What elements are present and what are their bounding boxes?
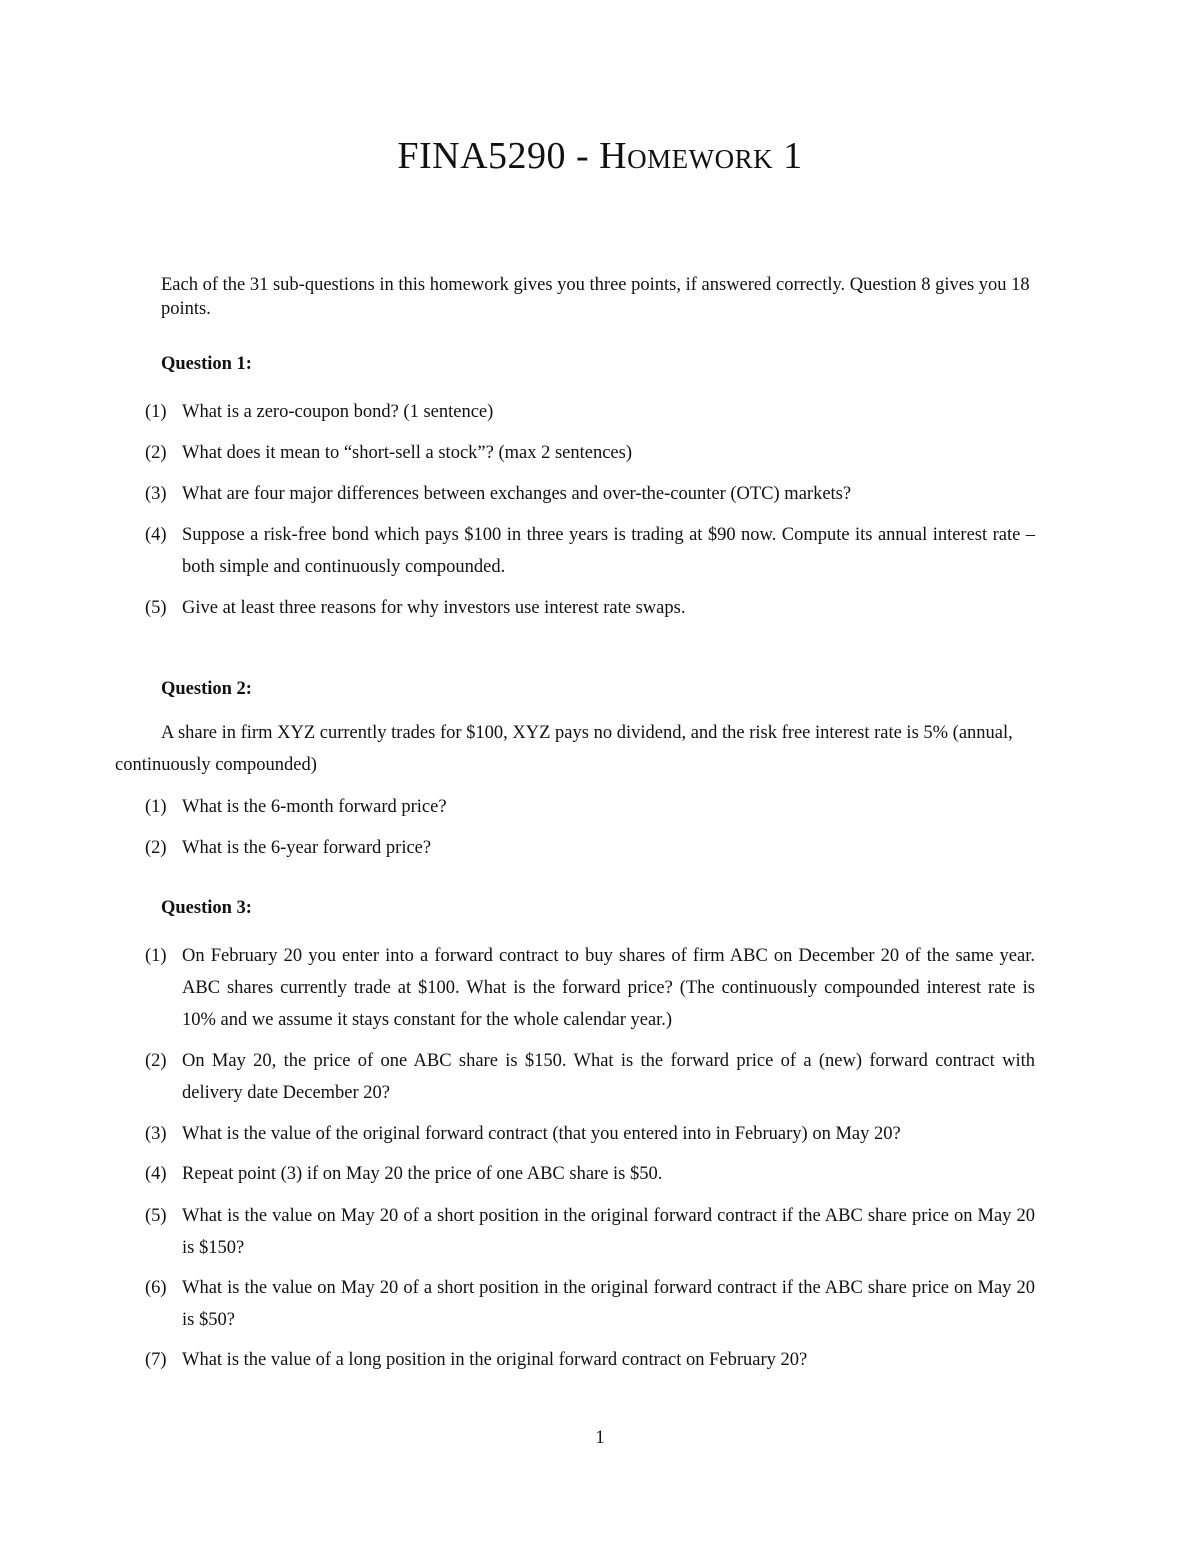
item-number: (1) — [145, 946, 167, 966]
title-number: 1 — [773, 135, 803, 177]
question-2-intro-text: A share in firm XYZ currently trades for $100, XYZ pays no dividend, and the risk free interest rate is 5% (annual, continuously compounded) — [115, 723, 1013, 775]
question-3-item-4 — [145, 1158, 1035, 1190]
item-number: (3) — [145, 484, 167, 504]
question-2-heading: Question 2: — [161, 679, 252, 699]
question-3-item-5 — [145, 1200, 1035, 1264]
question-3-item-2 — [145, 1045, 1035, 1109]
question-3-item-3 — [145, 1118, 1035, 1150]
question-2-intro — [115, 717, 1035, 781]
item-number: (4) — [145, 525, 167, 545]
intro-paragraph: Each of the 31 sub-questions in this homework gives you three points, if answered correctly. Question 8 gives you 18 points. — [161, 275, 1030, 319]
question-3-item-6 — [145, 1272, 1035, 1336]
item-number: (5) — [145, 598, 167, 618]
page-title — [0, 134, 1200, 178]
item-text: What is the value on May 20 of a short position in the original forward contract if the ABC share price on May 20 is $50? — [182, 1278, 1035, 1330]
question-2-item-2 — [145, 832, 1035, 864]
item-text: What is the value on May 20 of a short position in the original forward contract if the ABC share price on May 20 is $150? — [182, 1206, 1035, 1258]
question-3-heading: Question 3: — [161, 898, 252, 918]
question-3-item-7 — [145, 1344, 1035, 1376]
page-number: 1 — [595, 1428, 605, 1448]
item-number: (2) — [145, 1051, 167, 1071]
item-number: (1) — [145, 402, 167, 422]
item-text: What is a zero-coupon bond? (1 sentence) — [182, 402, 494, 422]
question-2-item-1 — [145, 791, 1035, 823]
question-1-heading: Question 1: — [161, 354, 252, 374]
item-text: What is the 6-month forward price? — [182, 797, 447, 817]
item-text: Give at least three reasons for why investors use interest rate swaps. — [182, 598, 686, 618]
question-1-item-3 — [145, 478, 1035, 510]
item-text: On February 20 you enter into a forward contract to buy shares of firm ABC on December 20 of the same year. ABC shares currently trade at $100. What is the forward price? (The continuously compounded interest rate is 10% and we assume it stays constant for the whole calendar year.) — [182, 946, 1035, 1030]
question-1-item-5 — [145, 592, 1035, 624]
question-3-item-1 — [145, 940, 1035, 1036]
item-number: (7) — [145, 1350, 167, 1370]
title-smallcaps: omework — [627, 135, 774, 177]
item-text: What is the 6-year forward price? — [182, 838, 432, 858]
item-number: (2) — [145, 443, 167, 463]
item-text: Suppose a risk-free bond which pays $100 in three years is trading at $90 now. Compute its annual interest rate – both simple and continuously compounded. — [182, 525, 1035, 577]
item-text: On May 20, the price of one ABC share is $150. What is the forward price of a (new) forward contract with delivery date December 20? — [182, 1051, 1035, 1103]
item-text: What are four major differences between exchanges and over-the-counter (OTC) markets? — [182, 484, 852, 504]
item-text: What is the value of a long position in the original forward contract on February 20? — [182, 1350, 808, 1370]
item-number: (6) — [145, 1278, 167, 1298]
item-text: Repeat point (3) if on May 20 the price of one ABC share is $50. — [182, 1164, 663, 1184]
question-1-item-4 — [145, 519, 1035, 583]
question-1-item-2 — [145, 437, 1035, 469]
item-number: (3) — [145, 1124, 167, 1144]
title-main: FINA5290 - H — [397, 135, 628, 177]
item-number: (2) — [145, 838, 167, 858]
item-number: (4) — [145, 1164, 167, 1184]
item-text: What is the value of the original forward contract (that you entered into in February) on May 20? — [182, 1124, 901, 1144]
question-1-item-1 — [145, 396, 1035, 428]
item-text: What does it mean to “short-sell a stock”? (max 2 sentences) — [182, 443, 633, 463]
item-number: (1) — [145, 797, 167, 817]
item-number: (5) — [145, 1206, 167, 1226]
